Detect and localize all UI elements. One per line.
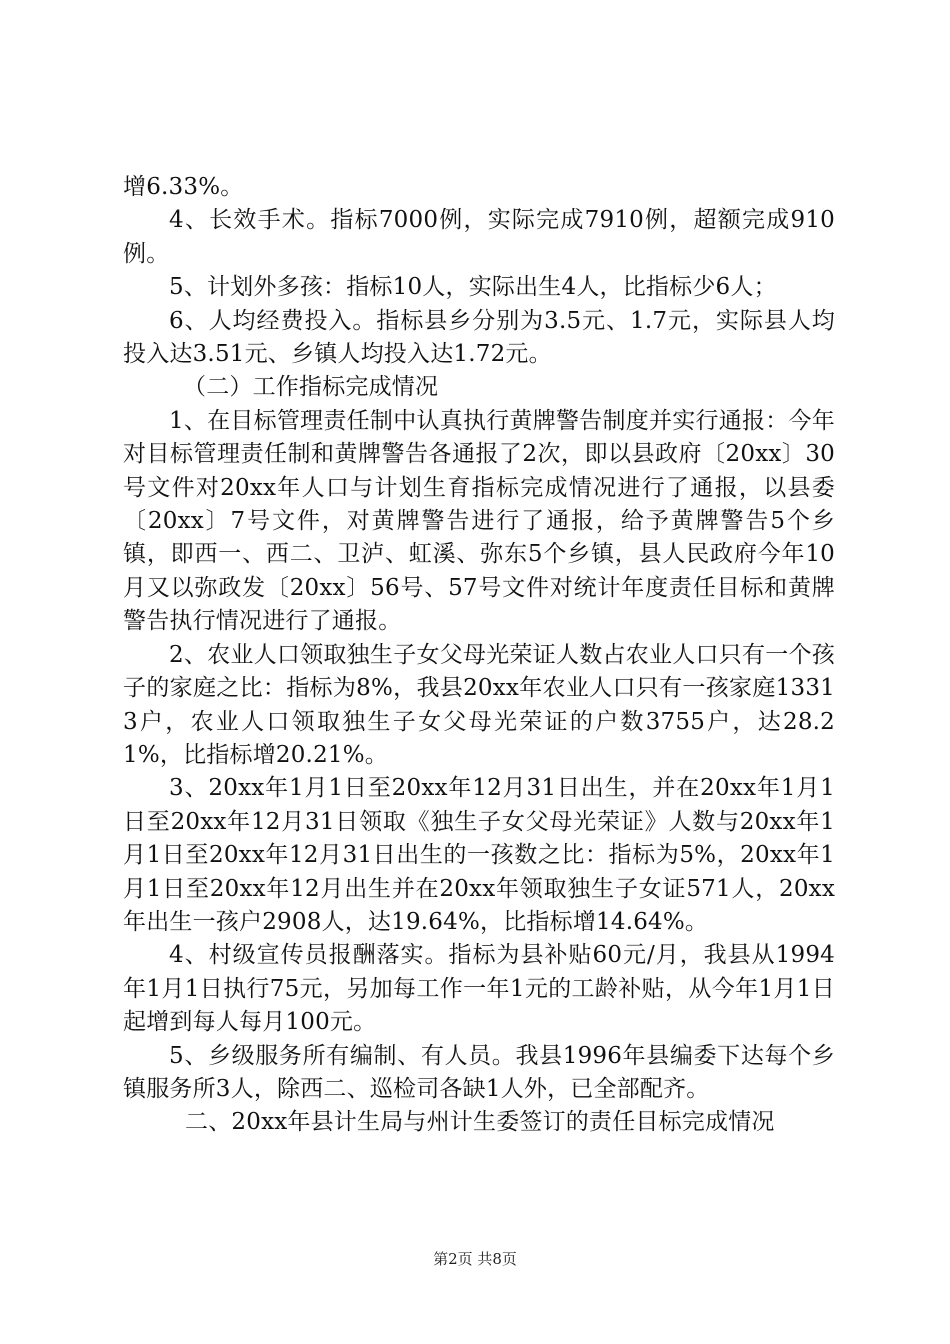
paragraph-item-6-funding: 6、人均经费投入。指标县乡分别为3.5元、1.7元，实际县人均投入达3.51元、乡镇人均投入达1.72元。 [123,307,835,368]
section-heading-work-indicators: （二）工作指标完成情况 [183,374,439,401]
paragraph-work-item-2: 2、农业人口领取独生子女父母光荣证人数占农业人口只有一个孩子的家庭之比：指标为8%，我县20xx年农业人口只有一孩家庭13313户，农业人口领取独生子女父母光荣证的户数3755户，达28.21%，比指标增20.21%。 [123,641,835,768]
section-heading-county-targets: 二、20xx年县计生局与州计生委签订的责任目标完成情况 [185,1109,775,1136]
page-number-footer: 第2页 共8页 [433,1250,517,1268]
paragraph-work-item-1: 1、在目标管理责任制中认真执行黄牌警告制度并实行通报：今年对目标管理责任制和黄牌警告各通报了2次，即以县政府〔20xx〕30号文件对20xx年人口与计划生育指标完成情况进行了通报，以县委〔20xx〕7号文件，对黄牌警告进行了通报，给予黄牌警告5个乡镇，即西一、西二、卫泸、虹溪、弥东5个乡镇，县人民政府今年10月又以弥政发〔20xx〕56号、57号文件对统计年度责任目标和黄牌警告执行情况进行了通报。 [123,407,835,635]
document-body [123,171,835,1140]
paragraph-work-item-3: 3、20xx年1月1日至20xx年12月31日出生，并在20xx年1月1日至20xx年12月31日领取《独生子女父母光荣证》人数与20xx年1月1日至20xx年12月31日出生的一孩数之比：指标为5%，20xx年1月1日至20xx年12月出生并在20xx年领取独生子女证571人，20xx年出生一孩户2908人，达19.64%，比指标增14.64%。 [123,775,835,935]
paragraph-work-item-4: 4、村级宣传员报酬落实。指标为县补贴60元/月，我县从1994年1月1日执行75元，另加每工作一年1元的工龄补贴，从今年1月1日起增到每人每月100元。 [123,942,835,1036]
paragraph-item-5-unplanned-births: 5、计划外多孩：指标10人，实际出生4人，比指标少6人； [169,274,777,301]
paragraph-item-4-long-term-surgery: 4、长效手术。指标7000例，实际完成7910例，超额完成910例。 [123,207,835,267]
paragraph-continuation: 增6.33%。 [123,174,244,200]
paragraph-work-item-5: 5、乡级服务所有编制、有人员。我县1996年县编委下达每个乡镇服务所3人，除西二、巡检司各缺1人外，已全部配齐。 [123,1042,835,1102]
